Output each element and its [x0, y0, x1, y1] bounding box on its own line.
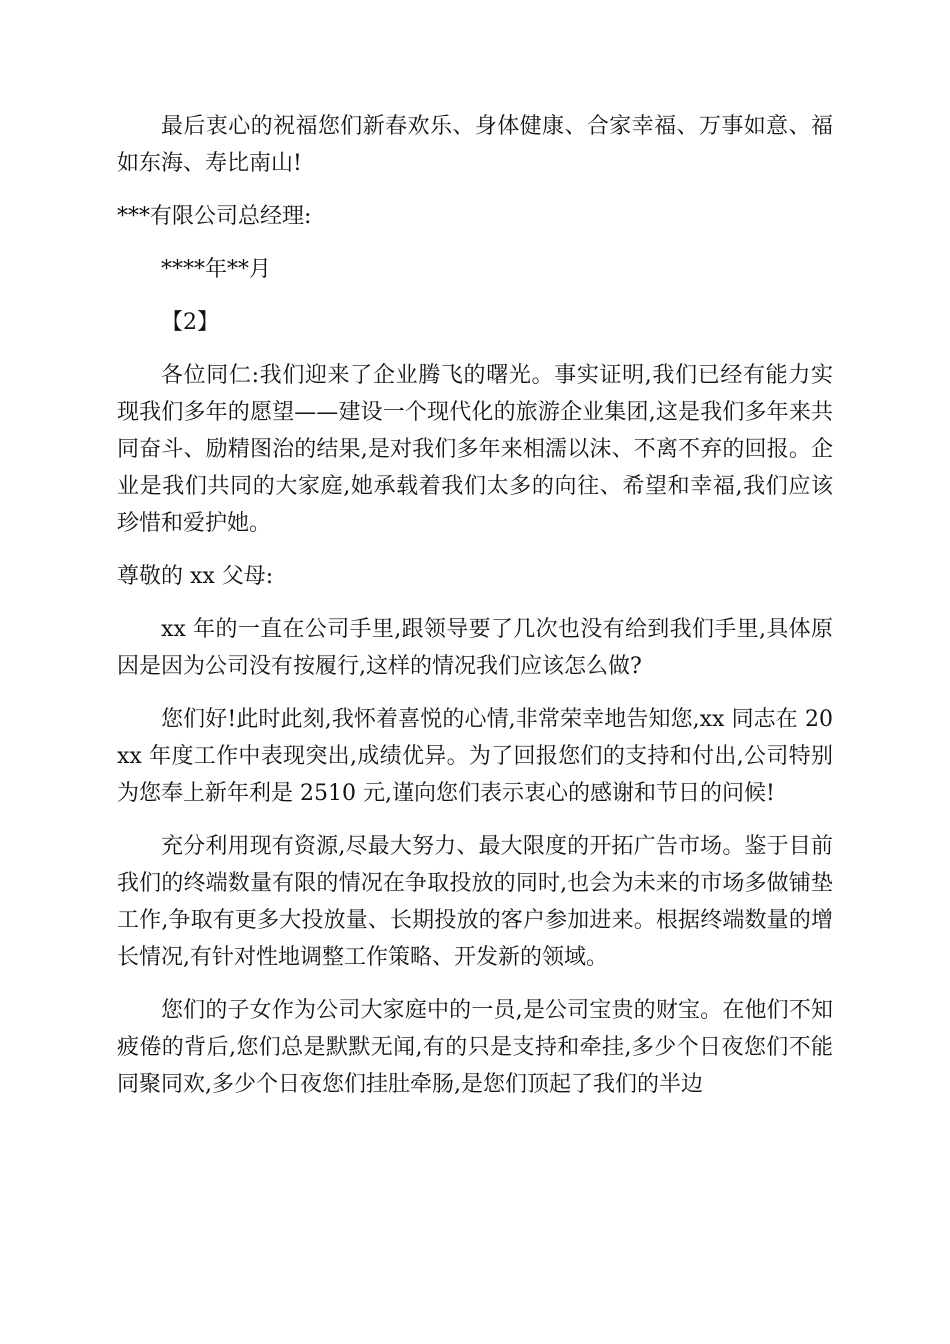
paragraph-greeting: 您们好!此时此刻,我怀着喜悦的心情,非常荣幸地告知您,xx 同志在 20xx 年度工作中表现突出,成绩优异。为了回报您们的支持和付出,公司特别为您奉上新年利是 2510 元,谨向您们表示衷心的感谢和节日的问候! [117, 707, 833, 806]
paragraph-market: 充分利用现有资源,尽最大努力、最大限度的开拓广告市场。鉴于目前我们的终端数量有限的情况在争取投放的同时,也会为未来的市场多做铺垫工作,争取有更多大投放量、长期投放的客户参加进来。根据终端数量的增长情况,有针对性地调整工作策略、开发新的领域。 [117, 834, 833, 970]
section-heading-2: 【2】 [161, 310, 219, 335]
paragraph-date: ****年**月 [161, 257, 272, 282]
document-body [117, 108, 833, 1103]
paragraph-blessing: 最后衷心的祝福您们新春欢乐、身体健康、合家幸福、万事如意、福如东海、寿比南山! [117, 114, 833, 176]
paragraph-salutation: 尊敬的 xx 父母: [117, 564, 274, 589]
paragraph-colleagues: 各位同仁:我们迎来了企业腾飞的曙光。事实证明,我们已经有能力实现我们多年的愿望——建设一个现代化的旅游企业集团,这是我们多年来共同奋斗、励精图治的结果,是对我们多年来相濡以沫、不离不弃的回报。企业是我们共同的大家庭,她承载着我们太多的向往、希望和幸福,我们应该珍惜和爱护她。 [117, 363, 833, 536]
paragraph-children: 您们的子女作为公司大家庭中的一员,是公司宝贵的财宝。在他们不知疲倦的背后,您们总是默默无闻,有的只是支持和牵挂,多少个日夜您们不能同聚同欢,多少个日夜您们挂肚牵肠,是您们顶起了我们的半边 [117, 998, 833, 1097]
paragraph-question: xx 年的一直在公司手里,跟领导要了几次也没有给到我们手里,具体原因是因为公司没有按履行,这样的情况我们应该怎么做? [117, 617, 833, 679]
paragraph-signature: ***有限公司总经理: [117, 204, 312, 229]
